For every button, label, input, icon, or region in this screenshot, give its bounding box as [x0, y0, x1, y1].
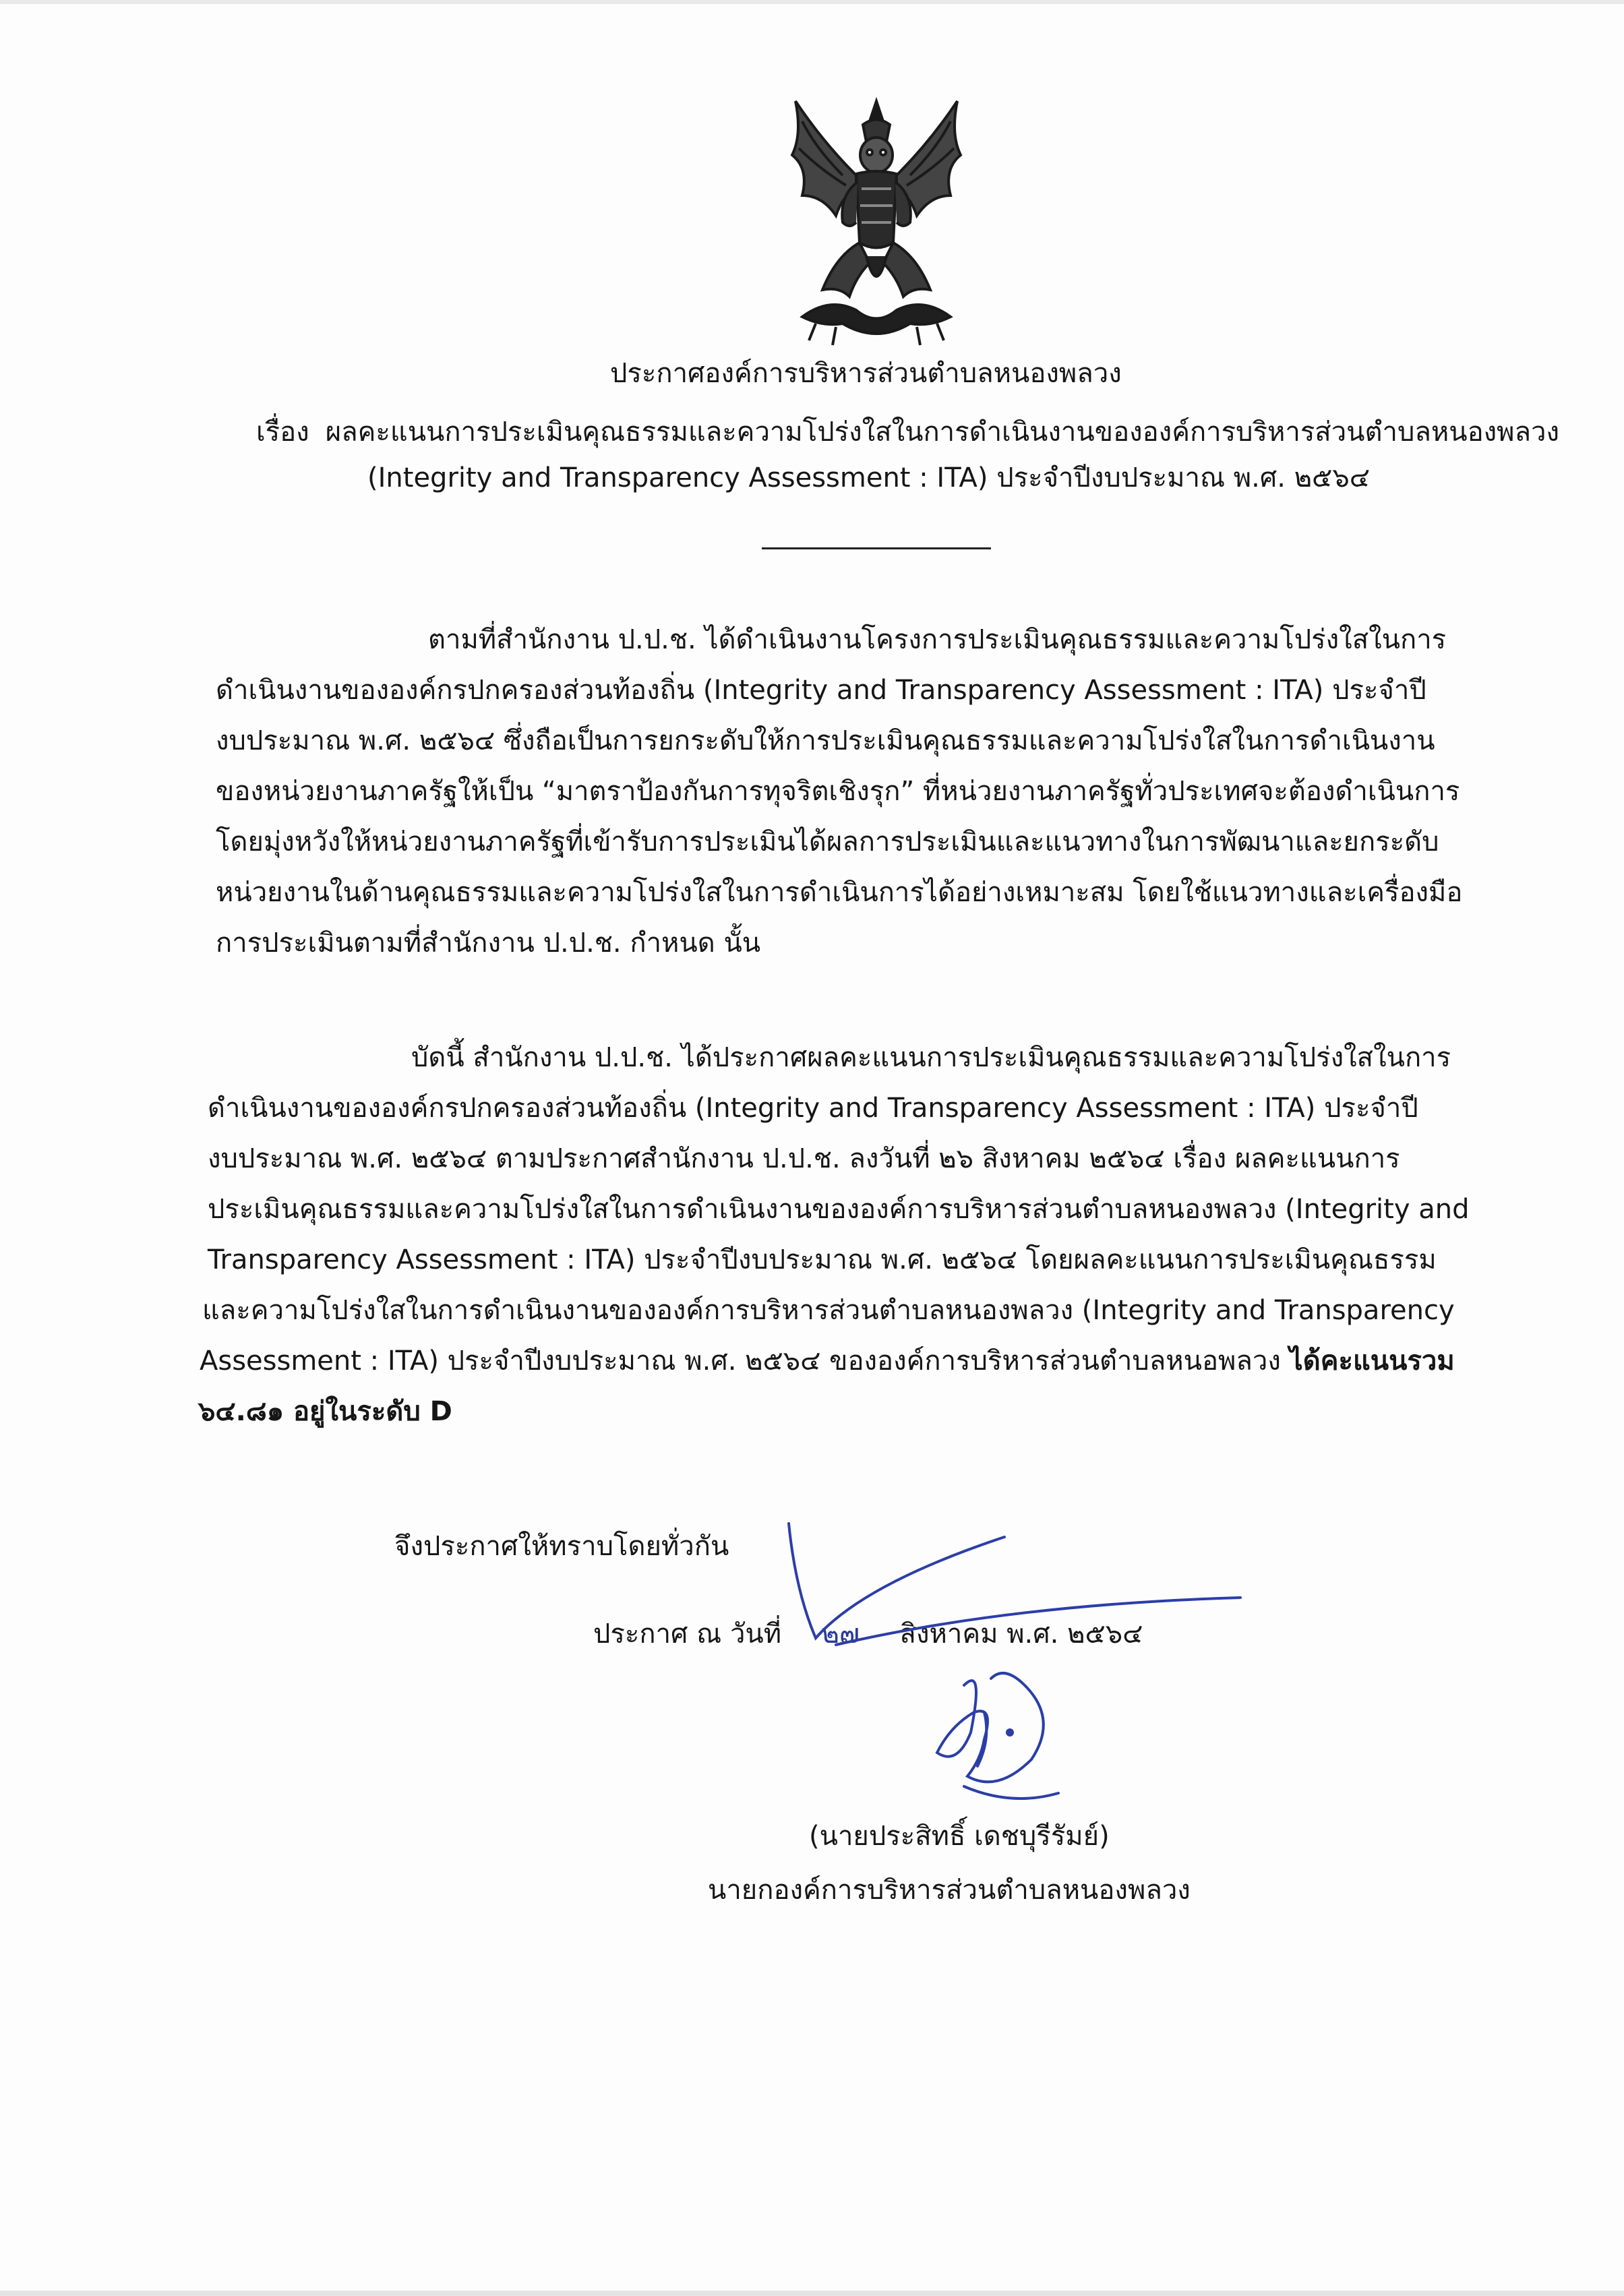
paragraph2-line-text: Assessment : ITA) ประจำปีงบประมาณ พ.ศ. ๒๕๖๔ ขององค์การบริหารส่วนตำบลหนอพลวง — [200, 1346, 1281, 1377]
paragraph2-line: บัดนี้ สำนักงาน ป.ป.ช. ได้ประกาศผลคะแนนการประเมินคุณธรรมและความโปร่งใสในการ — [411, 1042, 1451, 1073]
signature-drawing — [742, 1510, 1254, 1847]
paragraph1-line: การประเมินตามที่สำนักงาน ป.ป.ช. กำหนด นั้น — [216, 928, 761, 959]
scan-edge-top — [0, 0, 1624, 4]
subject-label: เรื่อง — [256, 417, 309, 448]
paragraph2-line-last — [200, 1345, 1455, 1377]
date-rest: สิงหาคม พ.ศ. ๒๕๖๔ — [899, 1619, 1143, 1650]
subject-text: ผลคะแนนการประเมินคุณธรรมและความโปร่งใสในการดำเนินงานขององค์การบริหารส่วนตำบลหนองพลวง — [325, 417, 1559, 448]
paragraph1-line: หน่วยงานในด้านคุณธรรมและความโปร่งใสในการดำเนินการได้อย่างเหมาะสม โดยใช้แนวทางและเครื่องมือ — [216, 877, 1463, 908]
garuda-emblem-icon — [775, 94, 978, 351]
signer-position: นายกองค์การบริหารส่วนตำบลหนองพลวง — [708, 1875, 1191, 1906]
paragraph1-line: ของหน่วยงานภาครัฐให้เป็น “มาตราป้องกันการทุจริตเชิงรุก” ที่หน่วยงานภาครัฐทั่วประเทศจะต้องดำเนินการ — [216, 776, 1460, 807]
paragraph1-line: ดำเนินงานขององค์กรปกครองส่วนท้องถิ่น (Integrity and Transparency Assessment : ITA) ประจำปี — [216, 675, 1426, 706]
subject-line — [256, 410, 1559, 453]
score-line: ๖๔.๘๑ อยู่ในระดับ D — [198, 1396, 452, 1427]
paragraph1-line: โดยมุ่งหวังให้หน่วยงานภาครัฐที่เข้ารับการประเมินได้ผลการประเมินและแนวทางในการพัฒนาและยกระดับ — [216, 826, 1439, 857]
score-label: ได้คะแนนรวม — [1289, 1346, 1455, 1377]
date-day: ๒๗ — [821, 1619, 860, 1650]
subject-line-2: (Integrity and Transparency Assessment : ITA) ประจำปีงบประมาณ พ.ศ. ๒๕๖๔ — [367, 462, 1370, 493]
signer-name: (นายประสิทธิ์ เดชบุรีรัมย์) — [809, 1821, 1110, 1852]
paragraph2-line: ดำเนินงานขององค์กรปกครองส่วนท้องถิ่น (Integrity and Transparency Assessment : ITA) ประจำปี — [208, 1093, 1418, 1124]
paragraph2-line: และความโปร่งใสในการดำเนินงานขององค์การบริหารส่วนตำบลหนองพลวง (Integrity and Transparency — [202, 1295, 1455, 1326]
title-divider — [762, 547, 991, 549]
scan-edge-bottom — [0, 2291, 1624, 2296]
paragraph2-line: ประเมินคุณธรรมและความโปร่งใสในการดำเนินงานขององค์การบริหารส่วนตำบลหนองพลวง (Integrity and — [208, 1194, 1470, 1225]
paragraph1-line: งบประมาณ พ.ศ. ๒๕๖๔ ซึ่งถือเป็นการยกระดับให้การประเมินคุณธรรมและความโปร่งใสในการดำเนินงาน — [216, 725, 1435, 756]
date-prefix: ประกาศ ณ วันที่ — [593, 1619, 782, 1650]
document-title: ประกาศองค์การบริหารส่วนตำบลหนองพลวง — [610, 358, 1122, 389]
paragraph2-line: Transparency Assessment : ITA) ประจำปีงบประมาณ พ.ศ. ๒๕๖๔ โดยผลคะแนนการประเมินคุณธรรม — [208, 1244, 1437, 1275]
announcement-line: จึงประกาศให้ทราบโดยทั่วกัน — [394, 1531, 729, 1562]
paragraph1-line: ตามที่สำนักงาน ป.ป.ช. ได้ดำเนินงานโครงการประเมินคุณธรรมและความโปร่งใสในการ — [428, 624, 1447, 655]
paragraph2-line: งบประมาณ พ.ศ. ๒๕๖๔ ตามประกาศสำนักงาน ป.ป.ช. ลงวันที่ ๒๖ สิงหาคม ๒๕๖๔ เรื่อง ผลคะแนนการ — [208, 1143, 1400, 1174]
